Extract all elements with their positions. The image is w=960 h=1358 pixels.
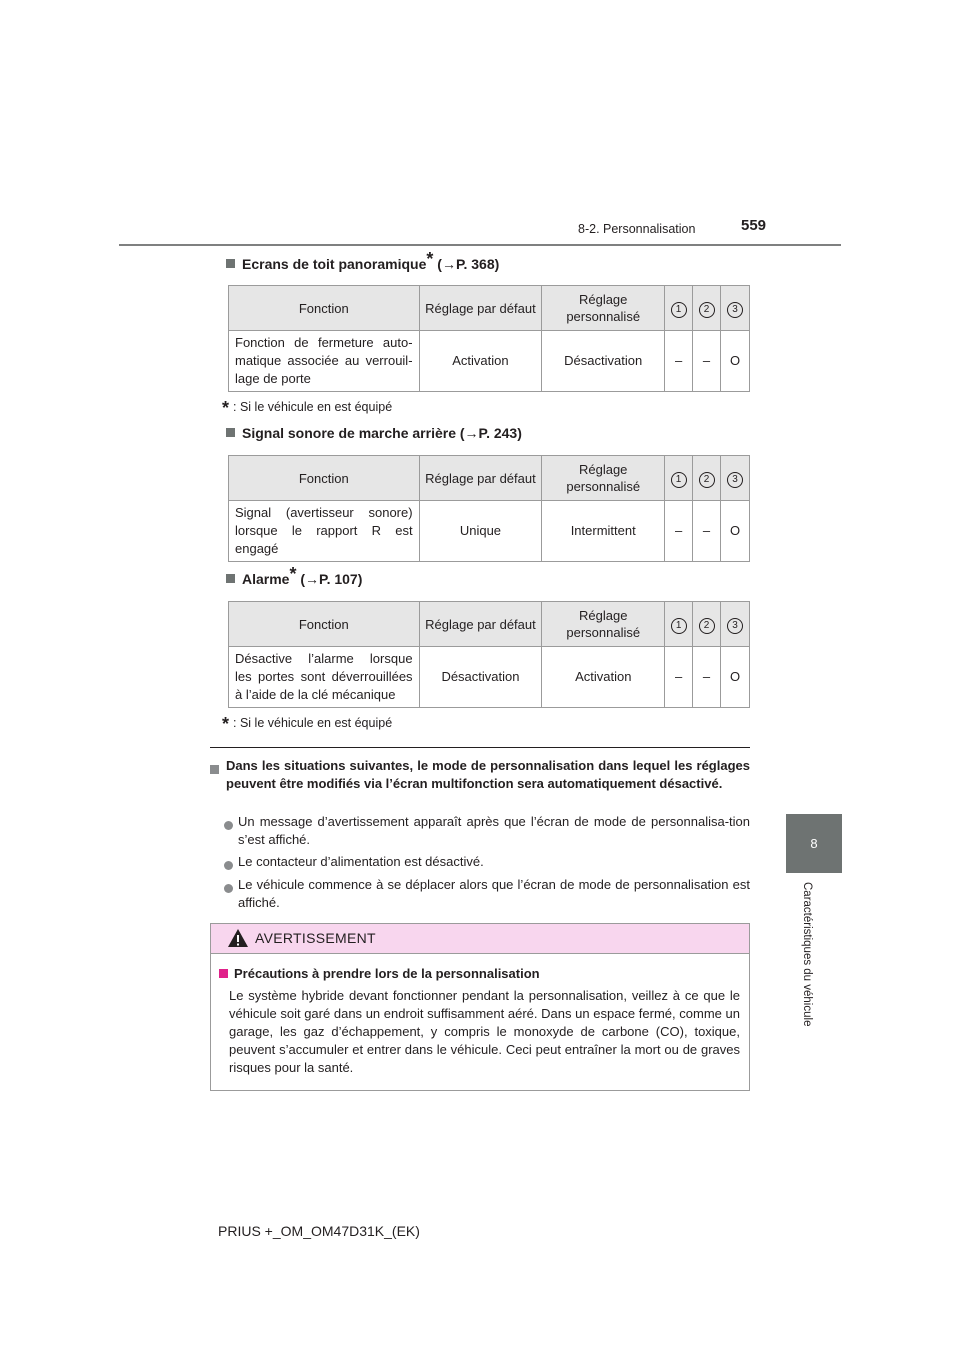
note-item: Un message d’avertissement apparaît après que l’écran de mode de personnalisa-tion s’est affiché. — [210, 813, 750, 849]
cell-method-3: O — [721, 331, 750, 392]
table-header-row — [229, 602, 750, 647]
header-rule — [119, 244, 841, 246]
round-bullet-icon — [224, 884, 233, 893]
header-function: Fonction — [229, 456, 420, 501]
page-reference[interactable]: (→P. 243) — [459, 425, 522, 441]
cell-default: Activation — [419, 331, 542, 392]
running-header-section: 8-2. Personnalisation — [578, 222, 696, 236]
table-row — [229, 647, 750, 708]
header-function: Fonction — [229, 286, 420, 331]
cell-method-2: – — [693, 501, 721, 562]
chapter-tab — [786, 814, 842, 873]
footnote: * : Si le véhicule en est équipé — [222, 398, 393, 418]
cell-function: Signal (avertisseur sonore) lorsque le rapport R est engagé — [229, 501, 420, 562]
header-method-1: 1 — [665, 286, 693, 331]
header-method-2: 2 — [693, 286, 721, 331]
note-rule — [210, 747, 750, 748]
square-bullet-icon — [226, 259, 235, 268]
warning-box — [210, 923, 750, 1091]
page-number: 559 — [741, 217, 767, 234]
section-title-reverse-buzzer: Signal sonore de marche arrière (→P. 243) — [226, 425, 522, 441]
warning-body: Le système hybride devant fonctionner pendant la personnalisation, veillez à ce que le véhicule soit garé dans un endroit suffisamment aéré. Dans un espace fermé, comme un garage, les gaz d’échappement, y compris le monoxyde de carbone (CO), toxique, peuvent s’accumuler et entrer dans le véhicule. Ceci peut entraîner la mort ou de graves risques pour la santé. — [229, 988, 740, 1075]
header-function: Fonction — [229, 602, 420, 647]
header-method-3: 3 — [721, 602, 750, 647]
cell-method-1: – — [665, 501, 693, 562]
header-default: Réglage par défaut — [419, 602, 542, 647]
warning-triangle-icon — [227, 928, 249, 948]
cell-method-1: – — [665, 331, 693, 392]
header-method-1: 1 — [665, 602, 693, 647]
header-default: Réglage par défaut — [419, 286, 542, 331]
section-title-panoramic-roof: Ecrans de toit panoramique* (→P. 368) — [226, 256, 499, 272]
table-row — [229, 331, 750, 392]
asterisk-icon: * — [289, 564, 297, 584]
square-bullet-icon — [226, 428, 235, 437]
asterisk-icon: * — [426, 249, 434, 269]
header-method-3: 3 — [721, 456, 750, 501]
settings-table-alarm — [228, 601, 750, 708]
settings-table-panoramic-roof — [228, 285, 750, 392]
cell-default: Unique — [419, 501, 542, 562]
cell-method-3: O — [721, 501, 750, 562]
chapter-number: 8 — [810, 836, 818, 851]
table-header-row — [229, 286, 750, 331]
header-method-3: 3 — [721, 286, 750, 331]
square-bullet-icon — [226, 574, 235, 583]
header-custom: Réglage personnalisé — [542, 286, 665, 331]
cell-function: Désactive l’alarme lorsque les portes sont déverrouillées à l’aide de la clé mécanique — [229, 647, 420, 708]
round-bullet-icon — [224, 861, 233, 870]
table-header-row — [229, 456, 750, 501]
square-bullet-icon — [219, 969, 228, 978]
header-default: Réglage par défaut — [419, 456, 542, 501]
cell-custom: Désactivation — [542, 331, 665, 392]
table-row — [229, 501, 750, 562]
header-method-1: 1 — [665, 456, 693, 501]
header-custom: Réglage personnalisé — [542, 456, 665, 501]
cell-default: Désactivation — [419, 647, 542, 708]
settings-table-reverse-buzzer — [228, 455, 750, 562]
cell-method-3: O — [721, 647, 750, 708]
cell-method-2: – — [693, 647, 721, 708]
document-id: PRIUS +_OM_OM47D31K_(EK) — [218, 1223, 420, 1239]
page-reference[interactable]: (→P. 368) — [437, 256, 500, 272]
cell-custom: Intermittent — [542, 501, 665, 562]
warning-title: AVERTISSEMENT — [255, 930, 376, 946]
cell-custom: Activation — [542, 647, 665, 708]
chapter-title: Caractéristiques du véhicule — [801, 882, 813, 1027]
note-item: Le véhicule commence à se déplacer alors que l’écran de mode de personnalisation est affiché. — [210, 876, 750, 912]
page-reference[interactable]: (→P. 107) — [300, 571, 363, 587]
header-method-2: 2 — [693, 602, 721, 647]
cell-method-2: – — [693, 331, 721, 392]
note-title: Dans les situations suivantes, le mode de personnalisation dans lequel les réglages peuvent être modifiés via l’écran multifonction sera automatiquement désactivé. — [210, 757, 750, 793]
note-item: Le contacteur d’alimentation est désactivé. — [210, 853, 750, 871]
section-title-alarm: Alarme* (→P. 107) — [226, 571, 362, 587]
cell-method-1: – — [665, 647, 693, 708]
header-custom: Réglage personnalisé — [542, 602, 665, 647]
round-bullet-icon — [224, 821, 233, 830]
warning-header — [211, 924, 749, 954]
square-bullet-icon — [210, 765, 219, 774]
header-method-2: 2 — [693, 456, 721, 501]
warning-subtitle: Précautions à prendre lors de la personnalisation — [219, 966, 540, 981]
chapter-title-vertical — [797, 882, 813, 1042]
cell-function: Fonction de fermeture auto- matique associée au verrouil- lage de porte — [229, 331, 420, 392]
footnote: * : Si le véhicule en est équipé — [222, 714, 393, 734]
